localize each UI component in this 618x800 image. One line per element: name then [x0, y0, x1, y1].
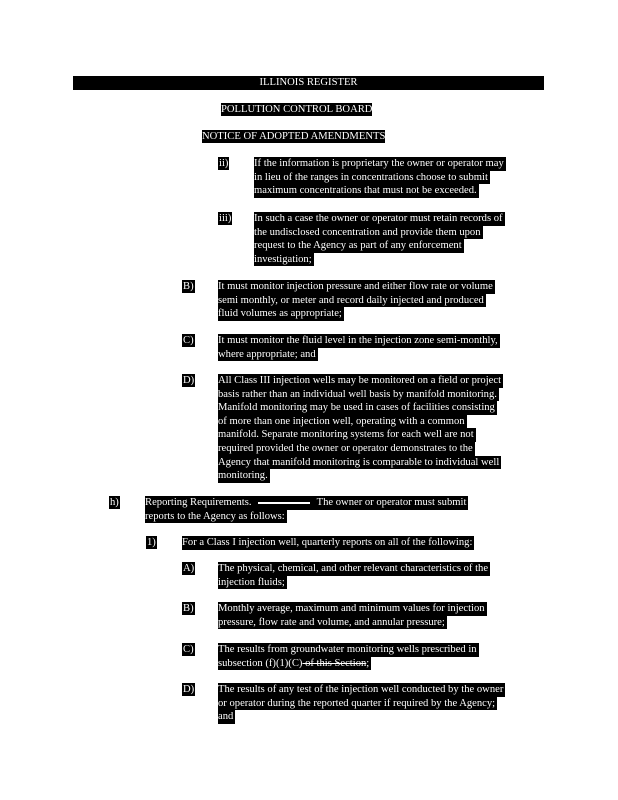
- item-label-ii: ii): [219, 158, 229, 169]
- text-line: pressure, flow rate and volume, and annular pressure;: [218, 616, 445, 628]
- item-label-B2: B): [183, 603, 194, 614]
- paragraph-iii: [254, 212, 505, 266]
- text-line: investigation;: [254, 253, 312, 265]
- text-line: monitoring.: [218, 470, 268, 482]
- text-line: [218, 657, 371, 671]
- text-line: fluid volumes as appropriate;: [218, 308, 342, 320]
- notice-title: NOTICE OF ADOPTED AMENDMENTS: [202, 131, 386, 142]
- deleted-text: of this Section: [302, 657, 367, 669]
- text-line: in lieu of the ranges in concentrations choose to submit: [254, 171, 488, 183]
- text-line: the undisclosed concentration and provide them upon: [254, 226, 481, 238]
- text-line: where appropriate; and: [218, 348, 316, 360]
- punctuation: ;: [366, 657, 370, 669]
- paragraph-B: [218, 280, 495, 321]
- paragraph-B2: [218, 602, 487, 629]
- item-label-1: 1): [147, 537, 156, 548]
- paragraph-C2: [218, 643, 479, 670]
- text-line: Agency that manifold monitoring is comparable to individual well: [218, 456, 500, 468]
- text-line: manifold. Separate monitoring systems for each well are not: [218, 429, 474, 441]
- text-line: The results from groundwater monitoring wells prescribed in: [218, 644, 477, 655]
- text-line: Manifold monitoring may be used in cases of facilities consisting: [218, 402, 495, 414]
- paragraph-D2: [218, 683, 505, 724]
- text-line: or operator during the reported quarter if required by the Agency;: [218, 697, 496, 709]
- paragraph-h: [145, 496, 468, 523]
- paragraph-A: [218, 562, 490, 589]
- paragraph-D: [218, 374, 503, 483]
- text-line: basis rather than an individual well basis by manifold monitoring.: [218, 388, 497, 400]
- text-line: All Class III injection wells may be monitored on a field or project: [218, 375, 502, 386]
- text-line: For a Class I injection well, quarterly reports on all of the following:: [182, 537, 473, 548]
- board-title: POLLUTION CONTROL BOARD: [221, 104, 373, 115]
- item-label-B: B): [183, 281, 194, 292]
- subsection-ref: subsection (f)(1)(C): [218, 657, 303, 669]
- item-label-C: C): [183, 335, 194, 346]
- text-line: maximum concentrations that must not be exceeded.: [254, 185, 477, 197]
- paragraph-C: [218, 334, 500, 361]
- register-header-rule: [73, 89, 544, 90]
- text-line: [145, 496, 468, 510]
- item-label-iii: iii): [219, 213, 232, 224]
- item-label-D: D): [183, 375, 195, 386]
- reporting-intro: The owner or operator must submit: [316, 497, 467, 508]
- text-line: In such a case the owner or operator must retain records of: [254, 213, 503, 224]
- reporting-heading: Reporting Requirements.: [145, 497, 252, 508]
- item-label-A: A): [183, 563, 195, 574]
- paragraph-ii: [254, 157, 506, 198]
- item-label-h: h): [110, 497, 119, 508]
- text-line: required provided the owner or operator demonstrates to the: [218, 442, 473, 454]
- text-line: request to the Agency as part of any enforcement: [254, 240, 462, 252]
- item-label-D2: D): [183, 684, 195, 695]
- text-line: of more than one injection well, operating with a common: [218, 415, 465, 427]
- text-line: If the information is proprietary the owner or operator may: [254, 158, 504, 169]
- text-line: and: [218, 711, 234, 723]
- text-line: semi monthly, or meter and record daily injected and produced: [218, 294, 484, 306]
- register-title: ILLINOIS REGISTER: [259, 77, 358, 88]
- paragraph-1: [182, 536, 474, 550]
- text-line: Monthly average, maximum and minimum values for injection: [218, 603, 485, 614]
- text-line: It must monitor injection pressure and either flow rate or volume: [218, 281, 493, 292]
- text-line: injection fluids;: [218, 576, 285, 588]
- text-line: The physical, chemical, and other relevant characteristics of the: [218, 563, 489, 574]
- redaction-mark: [258, 502, 310, 504]
- text-line: reports to the Agency as follows:: [145, 510, 285, 522]
- item-label-C2: C): [183, 644, 194, 655]
- text-line: It must monitor the fluid level in the injection zone semi-monthly,: [218, 335, 498, 346]
- text-line: The results of any test of the injection well conducted by the owner: [218, 684, 504, 695]
